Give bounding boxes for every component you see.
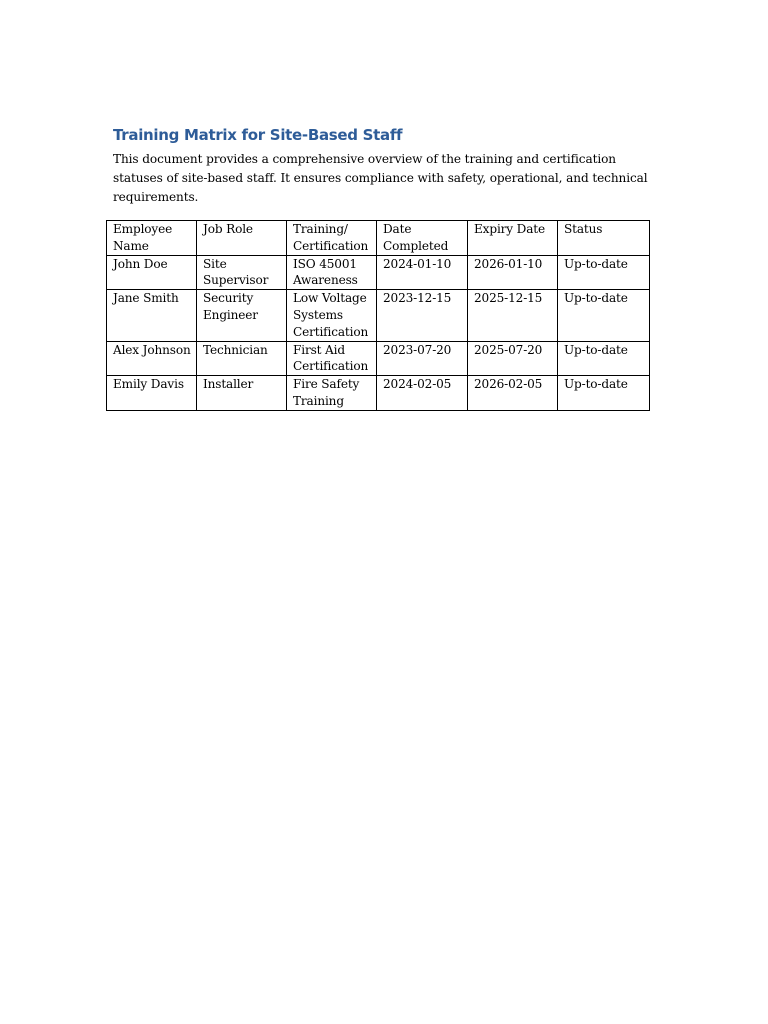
status-cell: Up-to-date: [558, 341, 650, 376]
status-cell: Up-to-date: [558, 255, 650, 290]
training-cell: ISO 45001 Awareness: [287, 255, 377, 290]
header-date-completed: Date Completed: [377, 221, 468, 256]
employee-name-cell: Emily Davis: [107, 376, 197, 411]
table-row: [107, 290, 650, 341]
header-employee-name: Employee Name: [107, 221, 197, 256]
header-job-role: Job Role: [197, 221, 287, 256]
training-matrix-table: [106, 220, 650, 411]
document-body: [113, 124, 658, 207]
table-row: [107, 341, 650, 376]
header-status: Status: [558, 221, 650, 256]
expiry-date-cell: 2025-07-20: [468, 341, 558, 376]
employee-name-cell: Alex Johnson: [107, 341, 197, 376]
header-expiry-date: Expiry Date: [468, 221, 558, 256]
job-role-cell: Site Supervisor: [197, 255, 287, 290]
table-row: [107, 376, 650, 411]
training-cell: First Aid Certification: [287, 341, 377, 376]
job-role-cell: Security Engineer: [197, 290, 287, 341]
job-role-cell: Technician: [197, 341, 287, 376]
table-row: [107, 255, 650, 290]
training-cell: Low Voltage Systems Certification: [287, 290, 377, 341]
job-role-cell: Installer: [197, 376, 287, 411]
document-title: Training Matrix for Site-Based Staff: [113, 126, 403, 144]
status-cell: Up-to-date: [558, 376, 650, 411]
expiry-date-cell: 2026-02-05: [468, 376, 558, 411]
date-completed-cell: 2023-07-20: [377, 341, 468, 376]
date-completed-cell: 2024-01-10: [377, 255, 468, 290]
employee-name-cell: Jane Smith: [107, 290, 197, 341]
employee-name-cell: John Doe: [107, 255, 197, 290]
document-intro: This document provides a comprehensive overview of the training and certification statuses of site-based staff. It ensures compliance with safety, operational, and technical requirements.: [113, 152, 648, 204]
expiry-date-cell: 2026-01-10: [468, 255, 558, 290]
date-completed-cell: 2023-12-15: [377, 290, 468, 341]
date-completed-cell: 2024-02-05: [377, 376, 468, 411]
expiry-date-cell: 2025-12-15: [468, 290, 558, 341]
header-training-certification: Training/ Certification: [287, 221, 377, 256]
table-header-row: [107, 221, 650, 256]
status-cell: Up-to-date: [558, 290, 650, 341]
training-cell: Fire Safety Training: [287, 376, 377, 411]
